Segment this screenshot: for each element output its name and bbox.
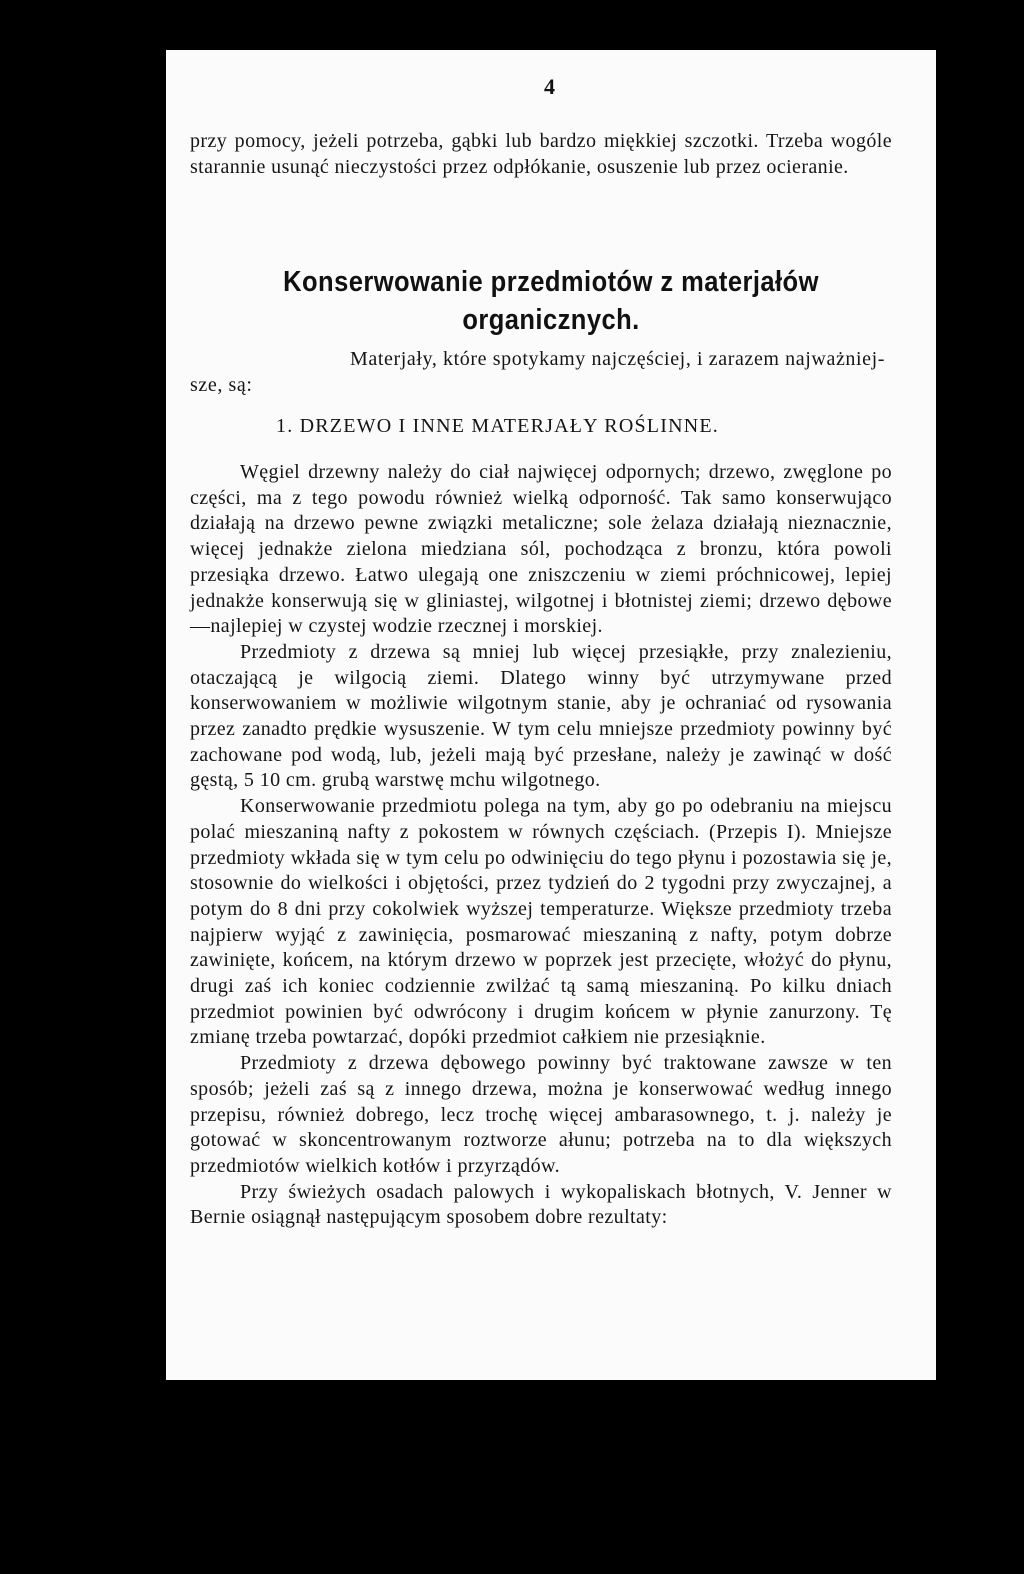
paragraph-conservation-method: Konserwowanie przedmiotu polega na tym, aby go po odebraniu na miejscu polać mieszaniną nafty z pokostem w równych częściach. (Przepis I). Mniejsze przedmioty wkłada się w tym celu po odwinięciu do tego płynu i pozostawia się je, stosownie do wielkości i objętości, przez tydzień do 2 tygodni przy zwyczajnej, a potym do 8 dni przy cokolwiek wyższej temperaturze. Większe przedmioty trzeba najpierw wyjąć z zawinięcia, posmarować mieszaniną z nafty, potym dobrze zawinięte, końcem, na którym drzewo w poprzek jest przecięte, włożyć do płynu, drugi zaś ich koniec codziennie zwilżać tą samą mieszaniną. Po kilku dniach przedmiot powinien być odwrócony i drugim końcem w płynie zanurzony. Tę zmianę trzeba powtarzać, dopóki przedmiot całkiem nie przesiąknie.: [190, 795, 892, 1049]
paragraph-charcoal: Węgiel drzewny należy do ciał najwięcej odpornych; drzewo, zwęglone po części, ma z tego powodu również wielką odporność. Tak samo konserwująco działają na drzewo pewne związki metaliczne; sole żelaza działają nieznacznie, więcej jednakże zielona miedziana sól, pochodząca z bronzu, która powoli przesiąka drzewo. Łatwo ulegają one zniszczeniu w ziemi próchnicowej, lepiej jednakże konserwują się w gliniastej, wilgotnej i błotnistej ziemi; drzewo dębowe—najlepiej w czystej wodzie rzecznej i morskiej.: [190, 461, 892, 638]
body-text: [190, 460, 892, 1231]
page-number: 4: [544, 74, 555, 99]
paragraph-pile-dwellings: Przy świeżych osadach palowych i wykopaliskach błotnych, V. Jenner w Bernie osiągnął następującym sposobem dobre rezultaty:: [190, 1180, 892, 1229]
materials-intro-line-1: Materjały, które spotykamy najczęściej, i zarazem najważniej-: [350, 348, 886, 370]
materials-intro-line-2: sze, są:: [190, 374, 253, 396]
materials-intro: [190, 346, 892, 398]
chapter-heading-line-1: Konserwowanie przedmiotów z materjałów: [283, 266, 819, 298]
lead-paragraph: przy pomocy, jeżeli potrzeba, gąbki lub bardzo miękkiej szczotki. Trzeba wogóle starannie usunąć nieczystości przez odpłókanie, osuszenie lub przez ocieranie.: [190, 130, 892, 178]
paper-sheet: [166, 50, 936, 1380]
paragraph-moisture: Przedmioty z drzewa są mniej lub więcej przesiąkłe, przy znalezieniu, otaczającą je wilgocią ziemi. Dlatego winny być utrzymywane przed konserwowaniem w możliwie wilgotnym stanie, aby je ochraniać od rysowania przez zanadto prędkie wysuszenie. W tym celu mniejsze przedmioty powinny być zachowane pod wodą, lub, jeżeli mają być przesłane, należy je zawinąć w dość gęstą, 5 10 cm. grubą warstwę mchu wilgotnego.: [190, 640, 892, 792]
section-title: 1. DRZEWO I INNE MATERJAŁY ROŚLINNE.: [276, 415, 719, 437]
chapter-heading-line-2: organicznych.: [462, 304, 640, 336]
paragraph-oak-objects: Przedmioty z drzewa dębowego powinny być traktowane zawsze w ten sposób; jeżeli zaś są z innego drzewa, można je konserwować według innego przepisu, również dobrego, lecz trochę więcej ambarasownego, t. j. należy je gotować w skoncentrowanym roztworze ałunu; potrzeba na to dla większych przedmiotów wielkich kotłów i przyrządów.: [190, 1052, 892, 1177]
